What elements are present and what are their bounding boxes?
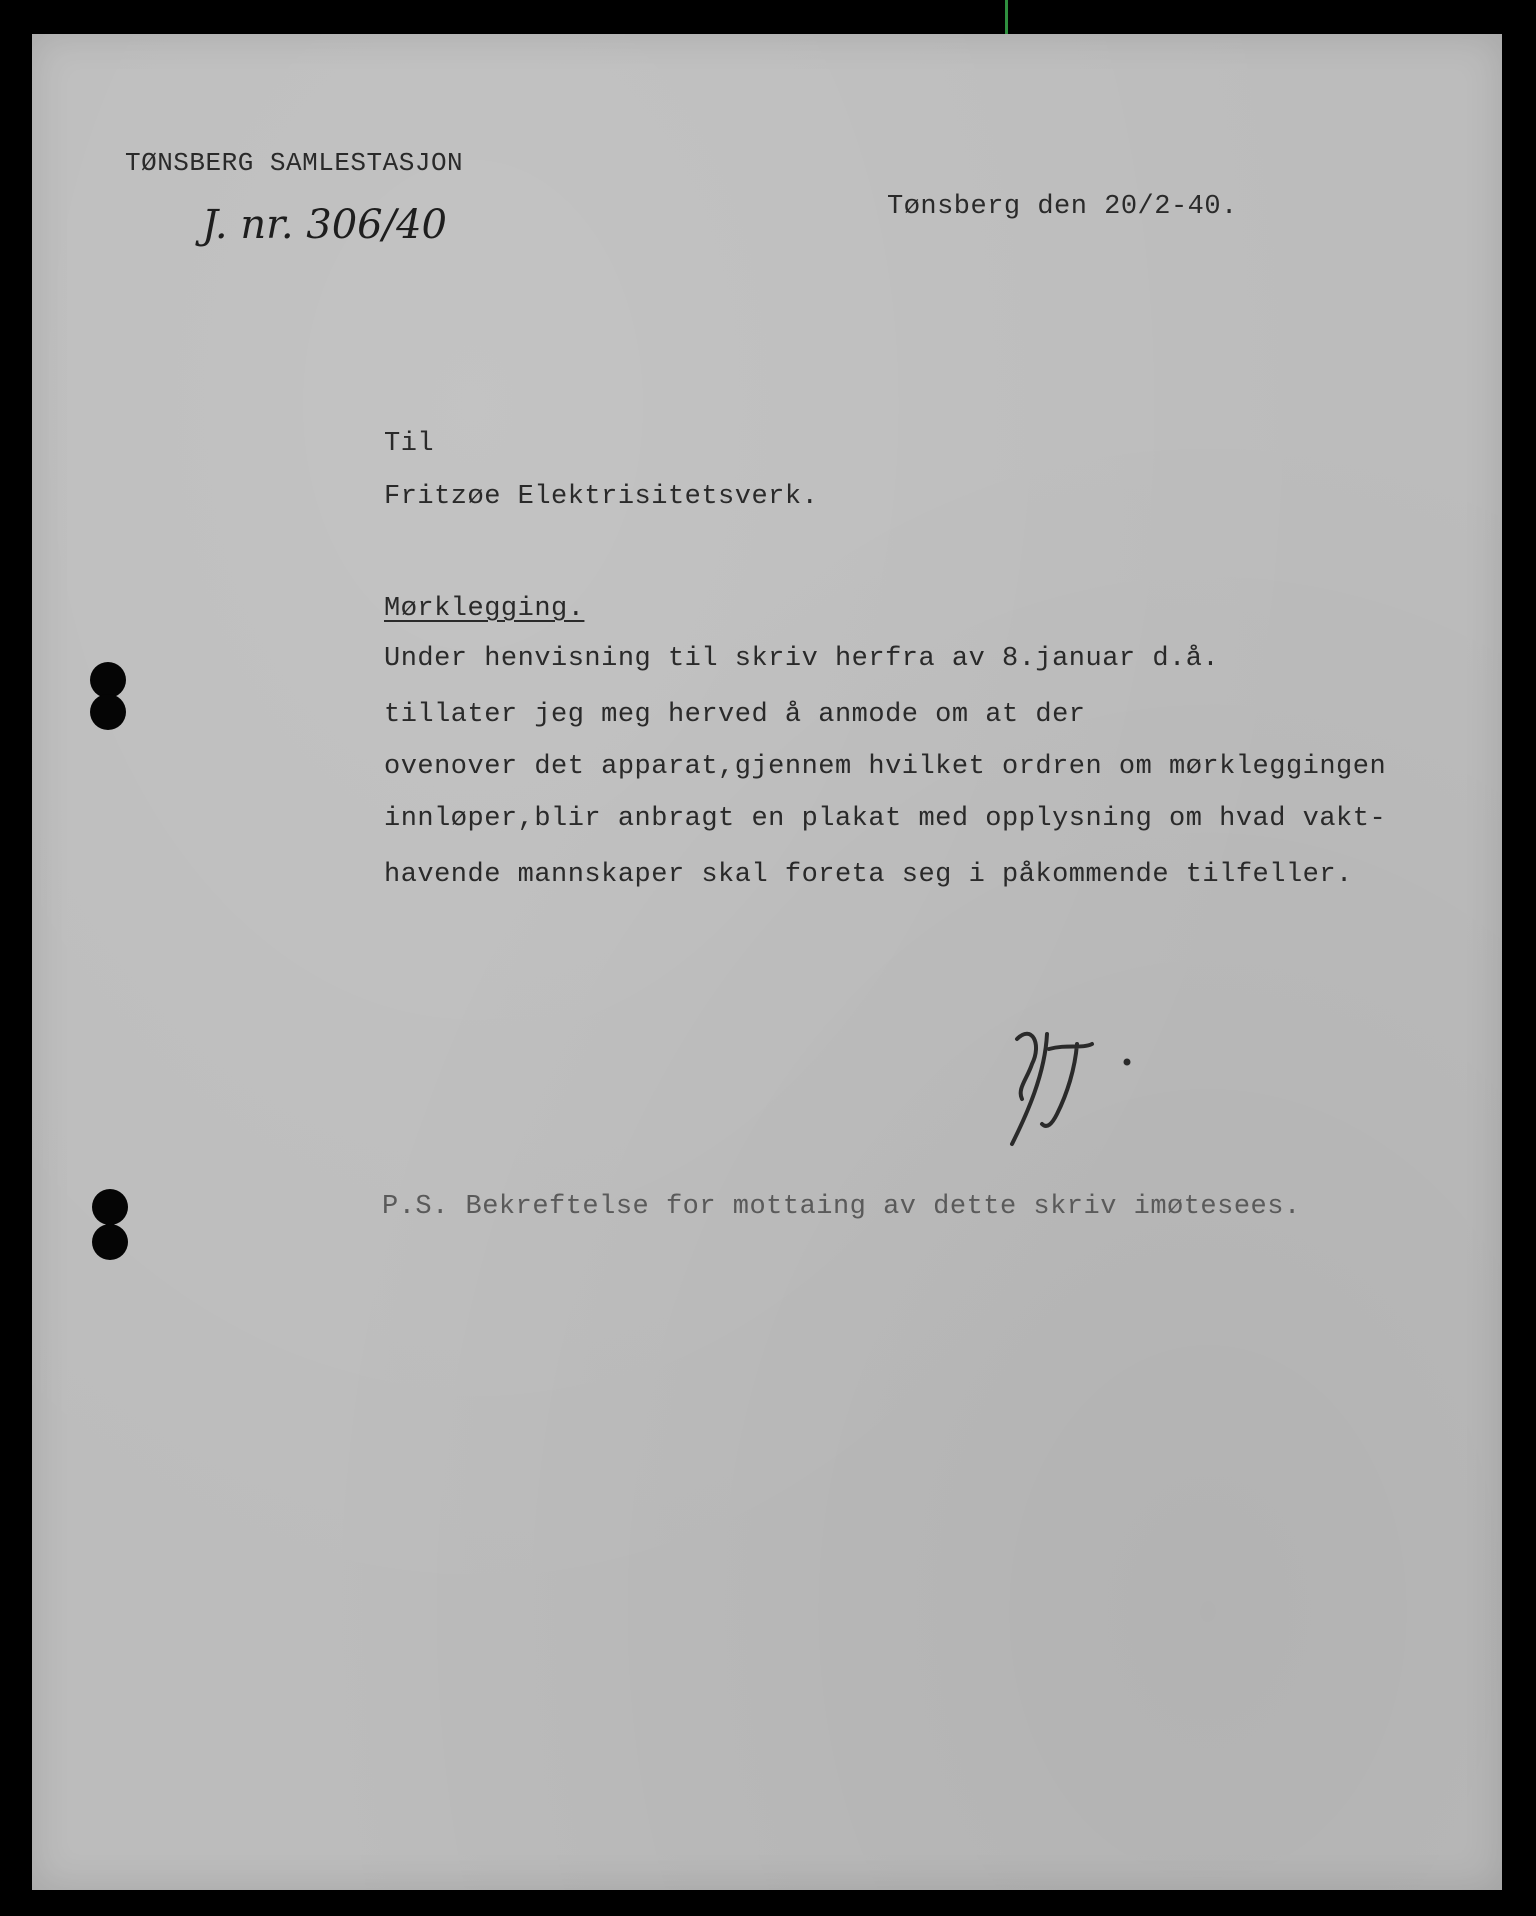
punch-hole-top-lower: [90, 694, 126, 730]
body-line-2: tillater jeg meg herved å anmode om at der: [384, 700, 1086, 730]
punch-hole-bottom-lower: [92, 1224, 128, 1260]
body-line-4: innløper,blir anbragt en plakat med opplysning om hvad vakt-: [384, 804, 1387, 834]
body-line-3: ovenover det apparat,gjennem hvilket ordren om mørkleggingen: [384, 752, 1387, 782]
punch-hole-bottom-upper: [92, 1189, 128, 1225]
scanner-edge-mark: [1005, 0, 1008, 34]
body-line-5: havende mannskaper skal foreta seg i påkommende tilfeller.: [384, 860, 1353, 890]
postscript: P.S. Bekreftelse for mottaing av dette skriv imøtesees.: [382, 1192, 1301, 1222]
subject-heading: Mørklegging.: [384, 594, 585, 624]
recipient-to-label: Til: [384, 429, 435, 459]
letterhead: TØNSBERG SAMLESTASJON: [125, 148, 464, 178]
journal-number-handwritten: J. nr. 306/40: [202, 202, 447, 248]
letter-page: [32, 34, 1502, 1890]
recipient-name: Fritzøe Elektrisitetsverk.: [384, 482, 819, 512]
punch-hole-top-upper: [90, 662, 126, 698]
date-line: Tønsberg den 20/2-40.: [887, 192, 1238, 222]
body-line-1: Under henvisning til skriv herfra av 8.januar d.å.: [384, 644, 1220, 674]
signature: [987, 1004, 1167, 1154]
